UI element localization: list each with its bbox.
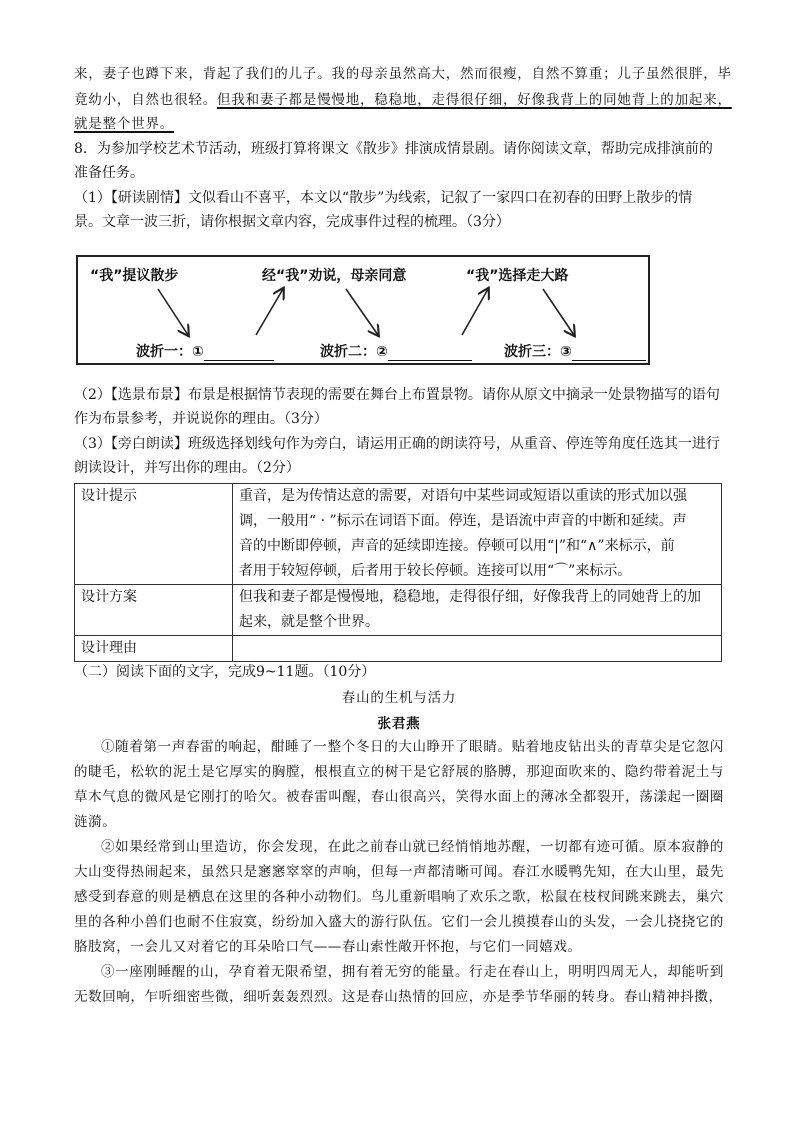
flow-node-2: 经“我”劝说，母亲同意 (262, 268, 407, 284)
passage-plain-text: 竟幼小，自然也很轻。 (74, 92, 217, 108)
q8-sub1-line-2: 景。文章一波三折，请你根据文章内容，完成事件过程的梳理。（3分） (74, 214, 510, 230)
q8-sub1-line-1: （1）【研读剧情】文似看山不喜平，本文以“散步”为线索，记叙了一家四口在初春的田野上散步的情 (74, 190, 693, 206)
table-row-label: 设计理由 (75, 636, 233, 662)
table-line: 调，一般用“ · ”标示在词语下面。停连，是语流中声音的中断和延续。声 (239, 513, 687, 529)
section2-heading: （二）阅读下面的文字，完成9~11题。（10分） (74, 664, 376, 680)
underlined-sentence-part1: 但我和妻子都是慢慢地，稳稳地，走得很仔细，好像我背上的同她背上的加起来， (217, 92, 732, 108)
article-paragraph-2: ②如果经常到山里造访，你会发现，在此之前春山就已经悄悄地苏醒，一切都有迹可循。原本寂静的大山变得热闹起来，虽然只是窸窸窣窣的声响，但每一声都清晰可闻。春江水暖鸭先知，在大山里，最先感受到春意的则是栖息在这里的各种小动物们。鸟儿重新唱响了欢乐之歌，松鼠在枝杈间跳来跳去，巢穴里的各种小兽们也耐不住寂寞，纷纷加入盛大的游行队伍。它们一会儿摸摸春山的头发，一会儿挠挠它的胳肢窝，一会儿又对着它的耳朵哈口气——春山索性敞开怀抱，与它们一同嬉戏。 (74, 839, 724, 955)
table-line: 重音，是为传情达意的需要，对语句中某些词或短语以重读的形式加以强 (239, 488, 687, 504)
answer-blank-3[interactable] (572, 346, 646, 361)
table-line: 者用于较短停顿，后者用于较长停顿。连接可以用“⌒”来标示。 (239, 563, 632, 579)
flow-blank-3 (504, 341, 646, 361)
table-line: 音的中断即停顿，声音的延续即连接。停顿可以用“|”和“∧”来标示，前 (239, 538, 675, 554)
flow-blank-1 (136, 341, 274, 361)
flow-node-3: “我”选择走大路 (466, 268, 569, 284)
passage-line-3 (74, 114, 724, 134)
table-row-content (233, 484, 722, 585)
q8-intro-line-1: 8．为参加学校艺术节活动，班级打算将课文《散步》排演成情景剧。请你阅读文章，帮助完成排演前的 (74, 141, 713, 157)
q8-intro-line-2: 准备任务。 (74, 165, 144, 181)
arrow-1-down (158, 289, 188, 335)
table-row (75, 484, 722, 585)
article-paragraph-3: ③一座刚睡醒的山，孕育着无限希望，拥有着无穷的能量。行走在春山上，明明四周无人，却能听到无数回响，乍听细密些微，细听轰轰烈烈。这是春山热情的回应，亦是季节华丽的转身。春山精神抖擞， (74, 964, 724, 1005)
passage-line-2 (74, 90, 732, 110)
table-line: 但我和妻子都是慢慢地，稳稳地，走得很仔细，好像我背上的同她背上的加 (239, 589, 701, 605)
answer-blank-1[interactable] (204, 346, 274, 361)
flow-node-1: “我”提议散步 (90, 268, 179, 284)
table-row-label: 设计提示 (75, 484, 233, 585)
passage-line-1: 来，妻子也蹲下来，背起了我们的儿子。我的母亲虽然高大，然而很瘦，自然不算重；儿子虽然很胖，毕 (74, 66, 732, 82)
arrow-1-up (256, 289, 283, 335)
arrow-3-down (543, 289, 574, 335)
q8-sub3-line-1: （3）【旁白朗读】班级选择划线句作为旁白，请运用正确的朗读符号，从重音、停连等角度任选其一进行 (74, 436, 720, 452)
flow-blank-1-label: 波折一：① (136, 344, 204, 360)
table-row (75, 585, 722, 636)
article-body (74, 735, 724, 1010)
q8-sub3-line-2: 朗读设计，并写出你的理由。（2分） (74, 460, 300, 476)
plot-flow-diagram (76, 255, 650, 365)
answer-blank-2[interactable] (388, 346, 472, 361)
arrow-2-down (346, 289, 378, 335)
arrow-2-up (462, 289, 488, 335)
underlined-sentence-part2: 就是整个世界。 (74, 116, 175, 132)
flow-blank-3-label: 波折三：③ (504, 344, 572, 360)
design-reason-answer-cell[interactable] (233, 636, 722, 662)
q8-sub2-line-1: （2）【选景布景】布景是根据情节表现的需要在舞台上布置景物。请你从原文中摘录一处景物描写的语句 (74, 387, 720, 403)
article-author: 张君燕 (377, 716, 421, 732)
table-line: 起来，就是整个世界。 (239, 614, 379, 630)
flow-blank-2 (320, 341, 472, 361)
flow-blank-2-label: 波折二：② (320, 344, 388, 360)
table-row (75, 636, 722, 662)
table-row-content (233, 585, 722, 636)
article-title: 春山的生机与活力 (341, 690, 457, 706)
article-paragraph-1: ①随着第一声春雷的响起，酣睡了一整个冬日的大山睁开了眼睛。贴着地皮钻出头的青草尖是它忽闪的睫毛，松软的泥土是它厚实的胸膛，根根直立的树干是它舒展的胳膊，那迎面吹来的、隐约带着泥土与草木气息的微风是它刚打的哈欠。被春雷叫醒，春山很高兴，笑得水面上的薄冰全都裂开，荡漾起一圈圈涟漪。 (74, 739, 724, 830)
table-row-label: 设计方案 (75, 585, 233, 636)
q8-sub2-line-2: 作为布景参考，并说说你的理由。（3分） (74, 411, 328, 427)
reading-design-table (74, 483, 722, 662)
